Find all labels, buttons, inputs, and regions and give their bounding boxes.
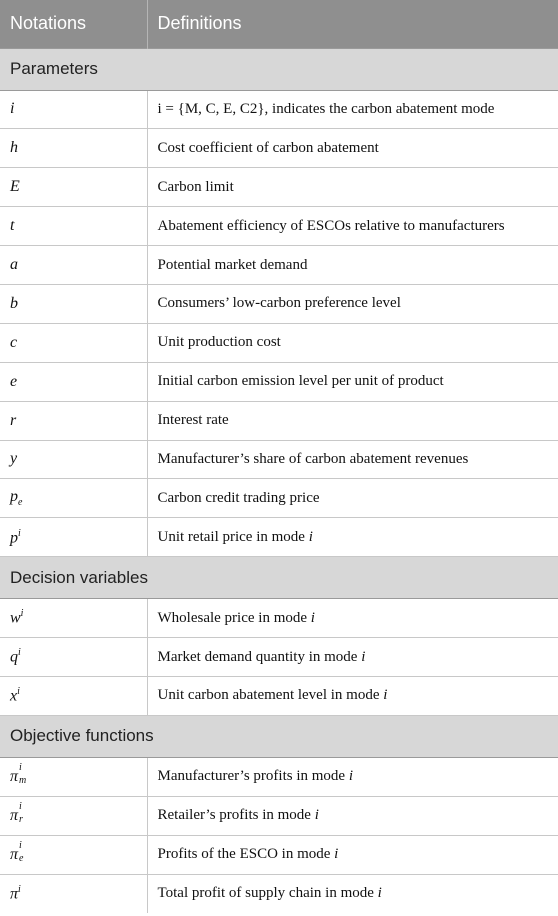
table-row (0, 757, 558, 796)
notation-symbol (0, 599, 147, 638)
table-row (0, 835, 558, 874)
notation-definition (147, 835, 558, 874)
notation-definition (147, 284, 558, 323)
table-row (0, 599, 558, 638)
notation-symbol (0, 129, 147, 168)
header-notations: Notations (0, 0, 147, 48)
notation-symbol (0, 676, 147, 715)
definition-text: Consumers’ low-carbon preference level (157, 295, 401, 312)
symbol-base: b (10, 294, 18, 312)
definition-text: Market demand quantity in mode (157, 648, 362, 665)
definition-text: Carbon credit trading price (157, 489, 320, 506)
notation-symbol (0, 440, 147, 479)
symbol-superscript: i (18, 647, 21, 659)
symbol-superscript: i (18, 527, 21, 539)
header-row (0, 0, 558, 48)
notation-symbol (0, 796, 147, 835)
definition-text: Total profit of supply chain in mode (157, 885, 378, 902)
symbol-stack (10, 839, 24, 864)
section-header (0, 557, 558, 599)
symbol-subscript: e (18, 497, 23, 509)
symbol-superscript: i (19, 800, 22, 812)
notation-symbol (0, 90, 147, 129)
notation-symbol (0, 874, 147, 913)
notation-definition (147, 90, 558, 129)
definition-text: Unit retail price in mode (157, 528, 309, 545)
table-row (0, 284, 558, 323)
definition-text: Wholesale price in mode (157, 609, 311, 626)
notation-symbol (0, 835, 147, 874)
symbol-base: c (10, 333, 18, 351)
notation-definition (147, 757, 558, 796)
symbol-base: π (10, 845, 19, 863)
definition-text: Unit carbon abatement level in mode (157, 687, 384, 704)
table-row (0, 676, 558, 715)
symbol-base: i (10, 100, 15, 118)
notation-definition (147, 518, 558, 557)
section-title: Decision variables (0, 557, 558, 599)
notation-definition (147, 129, 558, 168)
symbol-base: p (10, 528, 18, 546)
notation-symbol (0, 168, 147, 207)
definition-text: Carbon limit (157, 178, 234, 195)
symbol-subscript: e (19, 852, 24, 864)
table-row (0, 246, 558, 285)
notation-symbol (0, 401, 147, 440)
symbol-superscript: i (19, 761, 22, 773)
header-definitions: Definitions (147, 0, 558, 48)
notation-symbol (0, 323, 147, 362)
symbol-base: π (10, 806, 19, 824)
definition-text: Initial carbon emission level per unit of product (157, 373, 444, 390)
definition-mode-symbol: i (377, 885, 382, 902)
notation-definition (147, 362, 558, 401)
definition-text: Unit production cost (157, 334, 281, 351)
table-row (0, 401, 558, 440)
definition-text: Retailer’s profits in mode (157, 807, 315, 824)
section-header (0, 48, 558, 90)
table-row (0, 638, 558, 677)
notation-definition (147, 440, 558, 479)
symbol-base: x (10, 687, 18, 705)
table-row (0, 479, 558, 518)
symbol-base: q (10, 648, 18, 666)
notation-symbol (0, 207, 147, 246)
symbol-base: E (10, 178, 20, 196)
notation-definition (147, 246, 558, 285)
notation-definition (147, 323, 558, 362)
table-row (0, 796, 558, 835)
definition-text: i = {M, C, E, C2}, indicates the carbon abatement mode (157, 100, 495, 117)
table-row (0, 168, 558, 207)
notation-definition (147, 207, 558, 246)
table-row (0, 129, 558, 168)
definition-mode-symbol: i (348, 768, 354, 785)
table-row (0, 362, 558, 401)
table-row (0, 518, 558, 557)
definition-text: Abatement efficiency of ESCOs relative to manufacturers (157, 217, 505, 234)
definition-mode-symbol: i (310, 609, 315, 626)
definition-mode-symbol: i (314, 807, 319, 824)
notation-symbol (0, 246, 147, 285)
section-title: Parameters (0, 48, 558, 90)
table-row (0, 440, 558, 479)
symbol-stack (10, 761, 27, 786)
notation-symbol (0, 757, 147, 796)
definition-mode-symbol: i (361, 648, 366, 665)
symbol-base: t (10, 217, 15, 235)
notation-definition (147, 168, 558, 207)
symbol-base: a (10, 256, 18, 273)
table-row (0, 874, 558, 913)
table-row (0, 323, 558, 362)
definition-mode-symbol: i (383, 687, 388, 704)
definition-text: Manufacturer’s profits in mode (157, 768, 349, 785)
symbol-superscript: i (17, 686, 20, 698)
table-row (0, 207, 558, 246)
definition-text: Cost coefficient of carbon abatement (157, 139, 379, 156)
notation-symbol (0, 638, 147, 677)
notation-definition (147, 599, 558, 638)
symbol-superscript: i (19, 839, 22, 851)
definition-text: Interest rate (157, 412, 229, 429)
symbol-base: π (10, 885, 19, 903)
symbol-base: y (10, 450, 18, 468)
symbol-superscript: i (18, 884, 21, 896)
definition-mode-symbol: i (334, 846, 339, 863)
symbol-base: h (10, 139, 18, 157)
section-title: Objective functions (0, 715, 558, 757)
symbol-base: e (10, 372, 18, 390)
notation-symbol (0, 479, 147, 518)
symbol-base: w (10, 609, 21, 627)
definition-text: Profits of the ESCO in mode (157, 846, 335, 863)
notation-definition (147, 796, 558, 835)
notation-definition (147, 479, 558, 518)
symbol-base: π (10, 767, 19, 785)
notation-symbol (0, 518, 147, 557)
symbol-base: p (10, 488, 18, 506)
notation-symbol (0, 284, 147, 323)
symbol-superscript: i (20, 608, 24, 620)
symbol-base: r (10, 411, 17, 429)
definition-text: Potential market demand (157, 256, 308, 273)
notation-definition (147, 874, 558, 913)
table-row (0, 90, 558, 129)
symbol-subscript: r (19, 813, 23, 825)
notation-symbol (0, 362, 147, 401)
notation-definition (147, 676, 558, 715)
definition-text: Manufacturer’s share of carbon abatement revenues (157, 450, 469, 467)
symbol-stack (10, 800, 23, 825)
notation-definition (147, 638, 558, 677)
symbol-subscript: m (19, 774, 27, 786)
section-header (0, 715, 558, 757)
definition-mode-symbol: i (308, 528, 313, 545)
notation-definition (147, 401, 558, 440)
